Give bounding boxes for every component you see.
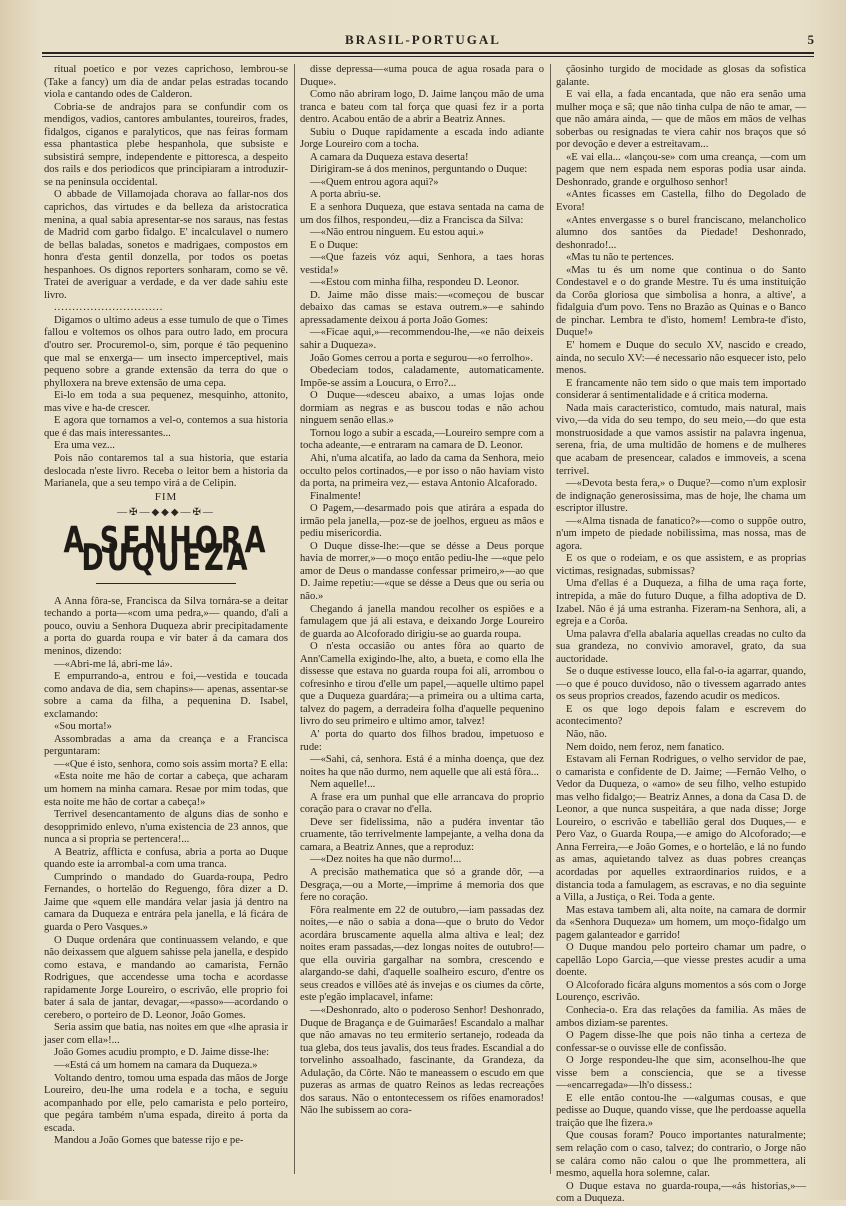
paragraph: Uma d'ellas é a Duqueza, a filha de uma raça forte, intrepida, a mãe do futuro Duque, a filha adoptiva de D. Izabel. Não é já uma estranha. Fizeram-na Senhora, ali, a egreja e a Corôa. [556, 578, 806, 628]
paragraph: Fôra realmente em 22 de outubro,—iam passadas dez noites,—e não o sabia a dona—que o bruto do Vedor acordára bruscamente aquella alma altiva e leal; dez noites eram passadas,—dez longas noites de outubro!—que ella ouviria gargalhar na sombra, crescendo e alargando-se dahi, d'aquelle soalheiro escuro, d'entre os seus creados e villões até ás invejas e os ciumes da côrte, este p'egão implacavel, infame: [300, 904, 544, 1004]
paragraph: Se o duque estivesse louco, ella fal-o-ia agarrar, quando,—o que é pouco duvidoso, não o tivessem agarrado antes os seus proprios creados, fazendo acudir os medicos. [556, 666, 806, 703]
paragraph: A Anna fôra-se, Francisca da Silva tornára-se a deitar techando a porta—«com uma pedra,»— quando, d'ali a pouco, ouviu a Senhora Duqueza abrir precipitadamente a porta do guarda roupa e vir bater á da camara dos meninos, dizendo: [44, 595, 288, 657]
header-rule-thin [42, 56, 814, 57]
paragraph: Nem doido, nem feroz, nem fanatico. [566, 741, 725, 753]
paragraph: E agora que tornamos a vel-o, contemos a sua historia que é das mais interessantes... [44, 415, 288, 439]
paragraph: —«Que fazeis vóz aqui, Senhora, a taes horas vestida!» [300, 252, 544, 276]
end-marker: FIM [154, 490, 178, 503]
paragraph: —«Quem entrou agora aqui?» [310, 176, 439, 188]
paragraph: Finalmente! [310, 490, 362, 502]
paragraph: O Duque ordenára que continuassem velando, e que não deixassem que alguem sahisse pela janella, e despido como estava, e mandando ao camarista, Fernão Rodrigues, que accendesse uma tocha e acordasse rapidamente Jorge Loureiro, o escrivão, elle proprio foi bater á sala de jantar, devagar,—«passo»—acordando o cerebero, o porteiro de D. Leonor, João Gomes. [44, 934, 288, 1021]
separator-dots: .............................. [54, 302, 164, 314]
column-2 [300, 64, 544, 1182]
column-divider [550, 64, 551, 1174]
paragraph: —«Que é isto, senhora, como sois assim morta? E ella: [54, 758, 288, 770]
paragraph: Mas estava tambem ali, alta noite, na camara de dormir da «Senhora Duqueza» um homem, um moço-fidalgo um pagem galanteador e garrido! [556, 904, 806, 941]
paragraph: —«Ficae aqui,»—recommendou-lhe,—«e não deixeis sahir a Duqueza». [300, 327, 544, 352]
paragraph: Digamos o ultimo adeus a esse tumulo de que o Times fallou e voltemos os olhos para outro lado, em procura d'outro ser. Procuremol-o, sim, porque é tão pequenino que mal se enxerga— um insecto imperceptivel, mais pequeno sobre a grande extensão da terra do que o phylloxera na breve extensão de uma cepa. [44, 314, 288, 389]
publication-title: BRASIL-PORTUGAL [345, 32, 501, 47]
column-1 [44, 64, 288, 1182]
paragraph: «E vai ella... «lançou-se» com uma creança, —com um pagem que nem espada nem esporas podia usar ainda. Deshonrado, grande e orgulhoso senhor! [556, 151, 806, 188]
paragraph: O Duque estava no guarda-roupa,—«ás historias,»—com a Duqueza. [556, 1180, 806, 1205]
paragraph: Voltando dentro, tomou uma espada das mãos de Jorge Loureiro, deu-lhe uma rodela e a tocha, e seguiu acompanhado por elle, pelo camarista e pelo porteiro, que pegára também n'uma espada, direito á porta da escada. [44, 1072, 288, 1134]
paragraph: Cobria-se de andrajos para se confundir com os mendigos, vadios, cantores ambulantes, toureiros, frades, fidalgos, ciganos e paralyticos, que nas feiras formam essa phantastica plebe hespanhola, que subsiste e subsistirá sempre, independente e pittoresca, a despeito dos rails e dos periodicos que principiaram a introduzir-se na peninsula occidental. [44, 101, 288, 188]
paragraph: João Gomes acudiu prompto, e D. Jaime disse-lhe: [54, 1047, 270, 1059]
column-divider [294, 64, 295, 1174]
paragraph: Estavam ali Fernan Rodrigues, o velho servidor de pae, o camarista e confidente de D. Jaime; —Fernão Velho, o Vedor da Duqueza, o «amo» de seu filho, velho estupido mas velho fidalgo;— Beatriz Annes, a dona da Casa D. de Leonor, a que nunca suspeitára, a que nada disse; Jorge Loureiro, o escrivão e tabellião geral dos Duques,— e Pero Vaz, o Guarda Roupa,—e amigo do Alcoforado;—e Anna Ferreira,—e João Gomes, e o hortelão, e lá no fundo as amas, aquietando talvez as duas pobres creanças acordadas por aquelles extraordinarios ruidos, e a distancia toda a famulagem, as escravas, e no dia seguinte a Villa, a Justiça, o Rei. Toda a gente. [556, 754, 806, 904]
paragraph: Ei-lo em toda a sua pequenez, mesquinho, attonito, mas vive e ha-de crescer. [44, 390, 288, 414]
paragraph: E a senhora Duqueza, que estava sentada na cama de um dos filhos, respondeu,—diz a Francisca da Silva: [300, 202, 544, 226]
paragraph: Nada mais caracteristico, comtudo, mais natural, mais vivo,—da vida do seu tempo, do seu meio,—do que esta monstruosidade a que vamos assistir na palavra ingenua, serena, fria, de uma multidão de homens e de mulheres que acabam de presencear, calados e immoveis, a scena terrivel. [556, 402, 806, 477]
paragraph: Conhecia-o. Era das relações da familia. As mães de ambos diziam-se parentes. [556, 1005, 806, 1029]
paragraph: A camara da Duqueza estava deserta! [310, 151, 469, 163]
paragraph: «Antes ficasses em Castella, filho do Degolado de Evora! [556, 189, 806, 214]
paragraph: —«Sahi, cá, senhora. Está é a minha doença, que dez noites ha que não durmo, nem aquelle que ali está fôra... [300, 754, 544, 778]
paragraph: —«Alma tisnada de fanatico?»—como o suppõe outro, n'um impeto de piedade nobilissima, mas nossa, mas de agora. [556, 515, 806, 552]
paragraph: E os que logo depois falam e escrevem do acontecimento? [556, 703, 806, 728]
paragraph: A porta abriu-se. [310, 189, 381, 201]
paragraph: Terrivel desencantamento de alguns dias de sonho e desopprimido enlevo, n'uma existencia de 23 annos, que nunca a si propria se pertencera!... [44, 809, 288, 846]
page-number: 5 [807, 32, 814, 47]
paragraph: E vai ella, a fada encantada, que não era senão uma mulher moça e sã; que não tinha culpa de não te amar, — que não amára ainda, — que de mãos em mãos de velhas soberbas ou resignadas te viera cahir nos braços que só por devoção e dever a estreitavam... [556, 89, 806, 151]
paragraph: A frase era um punhal que elle arrancava do proprio coração para o cravar no d'ella. [300, 791, 544, 816]
paragraph: O Pagem,—desarmado pois que atirára a espada do irmão pela janella,—poz-se de joelhos, ergueu as mãos e pediu misericordia. [300, 503, 544, 540]
paragraph: «Mas tu és um nome que continua o do Santo Condestavel e o do grande Mestre. Tu és uma instituição da Corôa gloriosa que simbolisa a honra, a altive', a fidalguia d'um povo. Tens no Brazão as Quinas e o Banco de pinchar. Lembra te d'isto, homem! Lembra-te d'isto, Duque!» [556, 264, 806, 339]
paragraph: disse depressa—«uma pouca de agua rosada para o Duque». [300, 64, 544, 88]
paragraph: «Esta noite me hão de cortar a cabeça, que acharam um homem na minha camara. Resae por mim todas, que esta noite me hão de cortar a cabeça!» [44, 771, 288, 808]
paragraph: O n'esta occasião ou antes fôra ao quarto de Ann'Camella exigindo-lhe, alto, a bueta, e como ella lhe dissesse que estava no guarda roupa foi ali, arrombou o cofresinho e tirou d'elle um papel,—aquelle ultimo papel que a Duqueza guardára;—a primeira ou a ultima carta, talvez do pagem, a derradeira folha d'aquelle pequenino livro do seu primeiro e ultimo amor, talvez! [300, 641, 544, 728]
paragraph: Nem aquelle!... [310, 779, 376, 791]
paragraph: Que cousas foram? Pouco importantes naturalmente; sem relação com o caso, talvez; do contrario, o Jorge não se calára como não calou o que lhe prommettera, ali mesmo, aquella hora solemne, calar. [556, 1130, 806, 1180]
paragraph: D. Jaime mão disse mais:—«começou de buscar debaixo das camas se estava outrem.»—e sahindo apressadamente deixou á porta João Gomes: [300, 289, 544, 326]
paragraph: Tornou logo a subir a escada,—Loureiro sempre com a tocha adeante,—e entraram na camara de D. Leonor. [300, 427, 544, 452]
title-rule [96, 583, 236, 584]
paragraph: —«Dez noites ha que não durmo!... [310, 854, 462, 866]
paragraph: «Antes envergasse s o burel franciscano, melancholico alumno dos santões da Piedade! Deshonrado, deshonrado!... [556, 214, 806, 251]
paragraph: «Mas tu não te pertences. [566, 252, 674, 264]
paragraph: Uma palavra d'ella abalaria aquellas creadas no culto da sua grandeza, no convivio amoravel, grato, da sua auctoridade. [556, 628, 806, 665]
column-3 [556, 64, 806, 1205]
page-header [0, 30, 846, 54]
paragraph: O Alcoforado ficára alguns momentos a sós com o Jorge Lourenço, escrivão. [556, 979, 806, 1004]
paragraph: Deve ser fidelissima, não a pudéra inventar tão cruamente, tão terrivelmente lampejante, a velha dona da camara, a Beatriz Annes, que a reproduz: [300, 816, 544, 853]
paragraph: Não, não. [566, 728, 607, 740]
paragraph: Mandou a João Gomes que batesse rijo e pe- [54, 1135, 244, 1147]
paragraph: E elle então contou-lhe —«algumas cousas, e que pedisse ao Duque, quando visse, que lhe perdoasse aquella traição que lhe fizera.» [556, 1092, 806, 1129]
paragraph: Ahi, n'uma alcatifa, ao lado da cama da Senhora, meio occulto pelos cortinados,—e por isso o não haviam visto da porta, na primeira vez,— estava Antonio Alcaforado. [300, 452, 544, 490]
paragraph: E francamente não tem sido o que mais tem importado considerar á sentimentalidade e á critica moderna. [556, 377, 806, 402]
story-title: A SENHORA DUQUEZA [63, 519, 269, 579]
paragraph: —«Devota besta fera,» o Duque?—como n'um explosir de indignação generosissima, mas de hoje, lhe chama um escriptor illustre. [556, 478, 806, 515]
paragraph: E os que o rodeiam, e os que assistem, e as proprias victimas, resignadas, submissas? [556, 553, 806, 577]
paragraph: O Duque disse-lhe:—que se désse a Deus porque havia de morrer,»—o moço então pediu-lhe —«que pelo amor de Deus o mandasse confessar primeiro,»—ao que D. Jaime repetiu:—«que se désse a Deus que ou seria ou não.» [300, 540, 544, 602]
paragraph: A precisão mathematica que só a grande dôr, —a Desgraça,—ou a Morte,—imprime á memoria dos que fere no coração. [300, 867, 544, 904]
paragraph: Pois não contaremos tal a sua historia, que estaria deslocada n'este livro. Receba o leitor bem a historia da Marianela, que a seu tempo virá a de Celipin. [44, 452, 288, 490]
paragraph: Obedeciam todos, caladamente, automaticamente. Impõe-se assim a Loucura, o Erro?... [300, 365, 544, 389]
paragraph: —«Deshonrado, alto o poderoso Senhor! Deshonrado, Duque de Bragança e de Guimarães! Escandalo a malhar que não amavas no teu ermiterio sertanejo, rodeada da tua gleba, dos teus javalis, dos teus frades. Escandial a do torvelinho assoalhado, fascinante, da Grandeza, da Adulação, da Côrte. Não te maneassem o escudo em que puzeras as armas de quatro Reinos as ledas recreações dos saraus. Não o entontecessem os rifões enamorados! Não lhe subissem ao cora- [300, 1005, 544, 1117]
ornament-divider: —✠—◆◆◆—✠— [117, 507, 215, 519]
paragraph: ritual poetico e por vezes caprichoso, lembrou-se (Take a fancy) um dia de andar pelas estradas tocando viola e cantando odes de Calderon. [44, 64, 288, 101]
paragraph: O Duque mandou pelo porteiro chamar um padre, o capellão Lopo Garcia,—que viesse prestes acudir a uma doente. [556, 942, 806, 979]
paragraph: O Pagem disse-lhe que pois não tinha a certeza de confessar-se o ouvisse elle de confissão. [556, 1030, 806, 1054]
paragraph: —«Está cá um homem na camara da Duqueza.» [54, 1060, 258, 1072]
paragraph: çãosinho turgido de mocidade as glosas da sofistica galante. [556, 64, 806, 88]
paragraph: —«Não entrou ninguem. Eu estou aqui.» [310, 227, 484, 239]
paragraph: «Sou morta!» [54, 721, 112, 733]
paragraph: O abbade de Villamojada chorava ao fallar-nos dos caprichos, das virtudes e da belleza da aristocratica menina, a qual sabia apresentar-se nos saraus, nas festas de Madrid com garbo fidalgo. E' incalculavel o numero de bellas baladas, sonetos e madrigaes, compostos em honra d'esta gentil donzella, por todos os poetas hespanhoes. Os dignos reporters sonharam, como se vê. Tratei de averiguar a verdade, e da ver dade sahiu este livro. [44, 189, 288, 301]
paragraph: Chegando á janella mandou recolher os espiões e a famulagem que já ali estava, e deixando Jorge Loureiro de guarda ao Alcoforado dirigiu-se ao guarda roupa. [300, 603, 544, 640]
paragraph: Era uma vez... [54, 440, 115, 452]
paragraph: O Jorge respondeu-lhe que sim, aconselhou-lhe que visse bem a consciencia, que se a tivesse —«encarregada»—lh'o dissess.: [556, 1055, 806, 1092]
paragraph: E o Duque: [310, 239, 359, 251]
paragraph: E empurrando-a, entrou e foi,—vestida e toucada como andava de dia, sem chapins»— apenas, assentar-se sobre a cama da filha, a pequenina D. Isabel, exclamando: [44, 671, 288, 720]
paragraph: Cumprindo o mandado do Guarda-roupa, Pedro Fernandes, o hortelão do Reguengo, fôra dizer a D. Jaime que «quem elle mandára velar jasia já dentro na camara da Duqueza e entrára pela janella, e lá ficára de guarda o Pero Vasques.» [44, 871, 288, 933]
paragraph: Dirigiram-se á dos meninos, perguntando o Duque: [310, 164, 528, 176]
paragraph: —«Abri-me lá, abri-me lá». [54, 658, 173, 670]
paragraph: A Beatriz, afflicta e confusa, abria a porta ao Duque quando este ia arrombal-a com uma tranca. [44, 846, 288, 871]
paragraph: O Duque—«desceu abaixo, a umas lojas onde dormiam as negras e as buscou todas e não achou ninguem senão ellas.» [300, 390, 544, 427]
paragraph: A' porta do quarto dos filhos bradou, impetuoso e rude: [300, 728, 544, 753]
header-rule [42, 52, 814, 54]
paragraph: Como não abriram logo, D. Jaime lançou mão de uma tranca e bateu com tal força que quasi fez ir a porta dentro. Acabou então de a abrir a Beatriz Annes. [300, 89, 544, 126]
paragraph: E' homem e Duque do seculo XV, nascido e creado, ainda, no seculo XV:—é necessario não esquecer isto, pelo menos. [556, 340, 806, 377]
paragraph: Seria assim que batia, nas noites em que «lhe aprasia ir jaser com ella»!... [44, 1022, 288, 1046]
paragraph: João Gomes cerrou a porta e segurou—«o ferrolho». [310, 352, 533, 364]
paragraph: Assombradas a ama da creança e a Francisca perguntaram: [44, 733, 288, 758]
paragraph: —«Estou com minha filha, respondeu D. Leonor. [310, 277, 520, 289]
paragraph: Subiu o Duque rapidamente a escada indo adiante Jorge Loureiro com a tocha. [300, 126, 544, 151]
